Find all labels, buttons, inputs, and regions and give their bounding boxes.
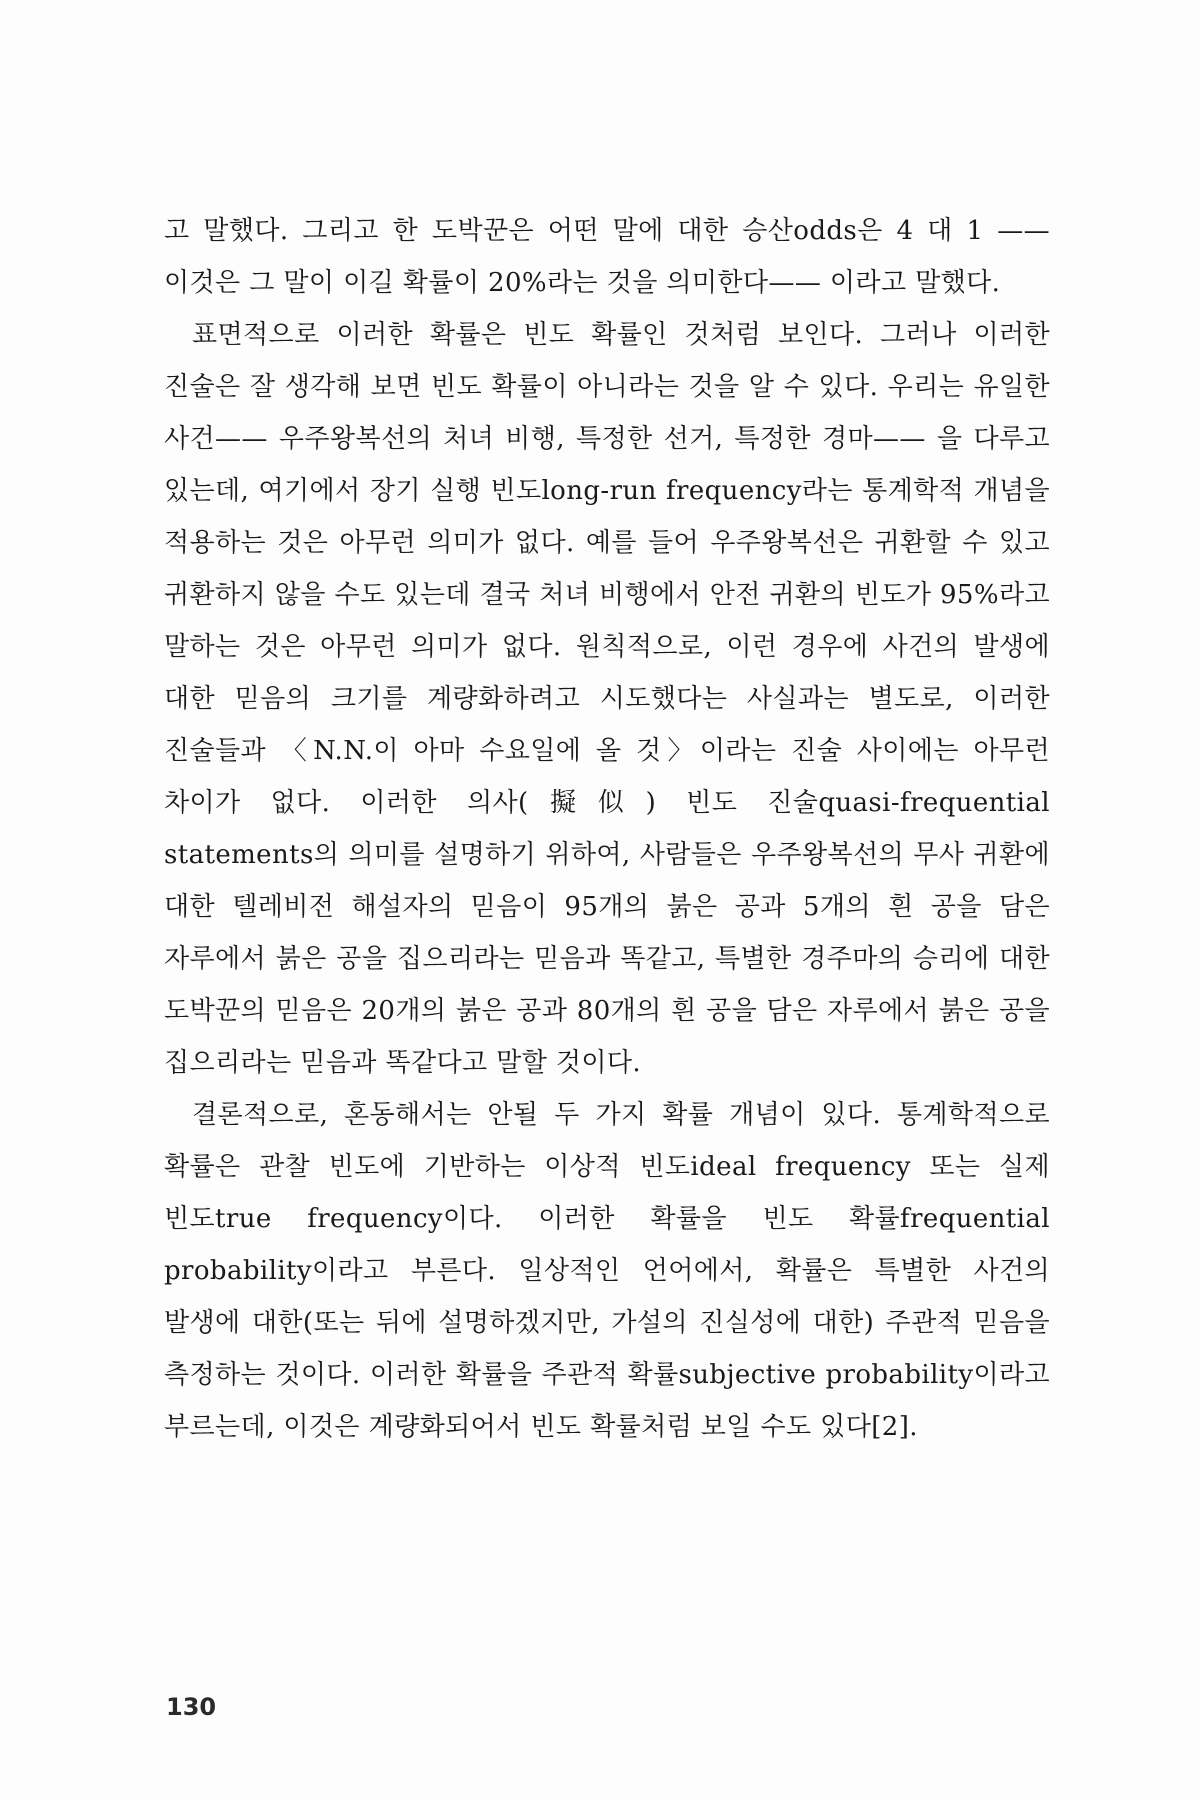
paragraph-continuation: 고 말했다. 그리고 한 도박꾼은 어떤 말에 대한 승산odds은 4 대 1 ——이것은 그 말이 이길 확률이 20%라는 것을 의미한다—— 이라고 말했다. [164,216,1050,298]
paragraph-frequency-vs-belief: 표면적으로 이러한 확률은 빈도 확률인 것처럼 보인다. 그러나 이러한 진술은 잘 생각해 보면 빈도 확률이 아니라는 것을 알 수 있다. 우리는 유일한 사건—— 우주왕복선의 처녀 비행, 특정한 선거, 특정한 경마—— 을 다루고 있는데, 여기에서 장기 실행 빈도long-run frequency라는 통계학적 개념을 적용하는 것은 아무런 의미가 없다. 예를 들어 우주왕복선은 귀환할 수 있고 귀환하지 않을 수도 있는데 결국 처녀 비행에서 안전 귀환의 빈도가 95%라고 말하는 것은 아무런 의미가 없다. 원칙적으로, 이런 경우에 사건의 발생에 대한 믿음의 크기를 계량화하려고 시도했다는 사실과는 별도로, 이러한 진술들과 〈N.N.이 아마 수요일에 올 것〉이라는 진술 사이에는 아무런 차이가 없다. 이러한 의사(擬似) 빈도 진술quasi-frequential statements의 의미를 설명하기 위하여, 사람들은 우주왕복선의 무사 귀환에 대한 텔레비전 해설자의 믿음이 95개의 붉은 공과 5개의 흰 공을 담은 자루에서 붉은 공을 집으리라는 믿음과 똑같고, 특별한 경주마의 승리에 대한 도박꾼의 믿음은 20개의 붉은 공과 80개의 흰 공을 담은 자루에서 붉은 공을 집으리라는 믿음과 똑같다고 말할 것이다. [164,320,1050,1078]
body-text [164,205,1050,1453]
page-number: 130 [166,1693,217,1721]
paragraph-conclusion: 결론적으로, 혼동해서는 안될 두 가지 확률 개념이 있다. 통계학적으로 확률은 관찰 빈도에 기반하는 이상적 빈도ideal frequency 또는 실제 빈도true frequency이다. 이러한 확률을 빈도 확률frequential probability이라고 부른다. 일상적인 언어에서, 확률은 특별한 사건의 발생에 대한(또는 뒤에 설명하겠지만, 가설의 진실성에 대한) 주관적 믿음을 측정하는 것이다. 이러한 확률을 주관적 확률subjective probability이라고 부르는데, 이것은 계량화되어서 빈도 확률처럼 보일 수도 있다[2]. [164,1100,1050,1442]
